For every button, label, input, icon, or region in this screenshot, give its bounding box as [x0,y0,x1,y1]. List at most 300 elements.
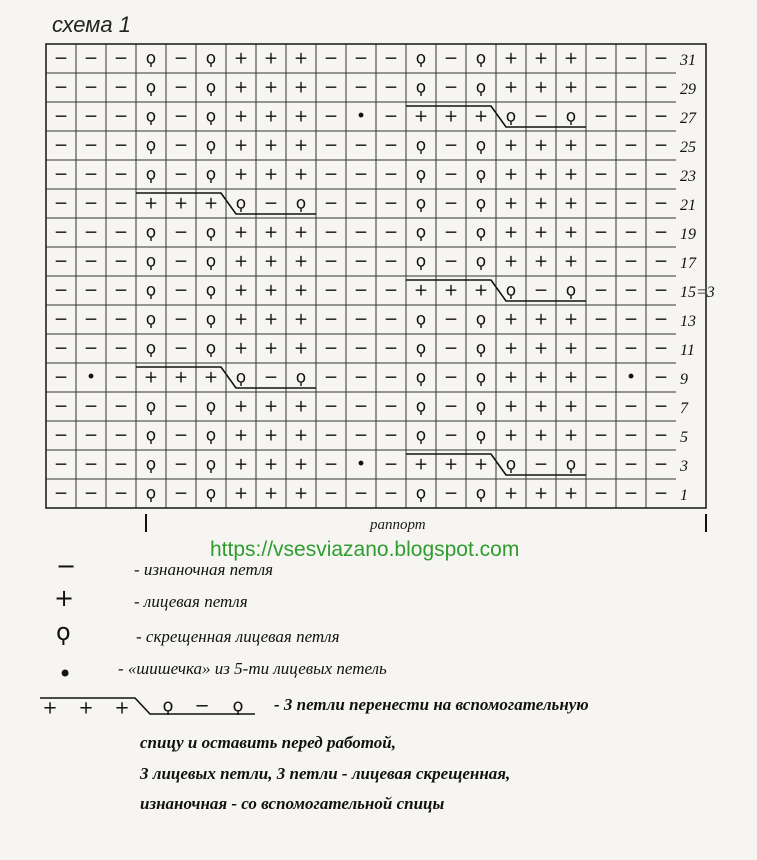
knit-symbol: + [503,338,519,359]
purl-symbol: − [173,425,189,446]
knit-symbol: + [503,77,519,98]
knit-symbol: + [443,106,459,127]
purl-symbol: − [83,222,99,243]
purl-symbol: − [113,396,129,417]
twisted-knit-symbol: ϙ [475,164,487,185]
purl-symbol: − [263,193,279,214]
twisted-knit-symbol: ϙ [475,77,487,98]
twisted-knit-symbol: ϙ [415,77,427,98]
purl-symbol: − [443,367,459,388]
row-number: 3 [680,458,688,475]
purl-symbol: − [53,135,69,156]
twisted-knit-symbol: ϙ [145,483,157,504]
twisted-knit-symbol: ϙ [145,164,157,185]
twisted-knit-symbol: ϙ [415,135,427,156]
purl-symbol: − [653,454,669,475]
knit-symbol: + [473,454,489,475]
knit-symbol: + [533,135,549,156]
knit-symbol: + [293,425,309,446]
knit-symbol: + [293,251,309,272]
purl-symbol: − [83,77,99,98]
purl-symbol: − [113,193,129,214]
knit-symbol: + [503,425,519,446]
purl-symbol: − [83,454,99,475]
twisted-knit-symbol: ϙ [145,425,157,446]
purl-symbol: − [353,222,369,243]
purl-symbol: − [53,483,69,504]
twisted-knit-symbol: ϙ [475,483,487,504]
purl-symbol: − [173,77,189,98]
purl-symbol: − [113,222,129,243]
twisted-knit-symbol: ϙ [145,454,157,475]
knit-symbol: + [293,222,309,243]
rapport-label: раппорт [370,517,426,533]
knit-symbol: + [563,222,579,243]
purl-symbol: − [173,164,189,185]
knit-symbol: + [533,193,549,214]
knit-symbol: + [233,251,249,272]
knit-symbol-icon: + [54,584,75,612]
purl-symbol: − [383,454,399,475]
purl-symbol: − [383,367,399,388]
purl-symbol: − [323,396,339,417]
purl-symbol: − [623,193,639,214]
purl-symbol: − [353,309,369,330]
knit-symbol: + [413,106,429,127]
twisted-knit-symbol: ϙ [475,222,487,243]
knit-symbol: + [563,193,579,214]
legend-cable-line-1: - 3 петли перенести на вспомогательную [274,695,589,714]
purl-symbol: − [593,193,609,214]
purl-symbol: − [353,483,369,504]
knit-symbol: + [263,222,279,243]
knit-symbol: + [413,280,429,301]
purl-symbol: − [623,309,639,330]
purl-symbol: − [383,483,399,504]
knit-symbol: + [503,483,519,504]
twisted-knit-symbol: ϙ [145,309,157,330]
purl-symbol: − [323,106,339,127]
purl-symbol: − [353,396,369,417]
purl-symbol: − [263,367,279,388]
knit-symbol: + [233,396,249,417]
purl-symbol: − [173,280,189,301]
knit-symbol: + [563,425,579,446]
row-number: 31 [680,52,696,69]
purl-symbol: − [83,106,99,127]
twisted-knit-symbol: ϙ [145,135,157,156]
knit-symbol: + [173,193,189,214]
purl-symbol: − [173,222,189,243]
knit-symbol: + [233,309,249,330]
purl-symbol: − [83,48,99,69]
knit-symbol: + [533,48,549,69]
purl-symbol: − [533,280,549,301]
knit-symbol: + [293,483,309,504]
purl-symbol: − [443,77,459,98]
purl-symbol: − [443,483,459,504]
knit-symbol: + [233,222,249,243]
purl-symbol: − [113,338,129,359]
twisted-knit-symbol: ϙ [475,251,487,272]
twisted-knit-symbol: ϙ [475,425,487,446]
knit-symbol: + [233,338,249,359]
twisted-knit-symbol: ϙ [205,396,217,417]
twisted-knit-symbol: ϙ [205,309,217,330]
purl-symbol: − [383,193,399,214]
twisted-knit-symbol: ϙ [505,106,517,127]
knit-symbol: + [533,396,549,417]
row-labels [679,52,715,504]
twisted-knit-symbol: ϙ [415,48,427,69]
knit-symbol: + [563,77,579,98]
purl-symbol: − [623,77,639,98]
purl-symbol: − [623,222,639,243]
purl-symbol: − [83,338,99,359]
purl-symbol: − [353,193,369,214]
legend-knit-text: - лицевая петля [134,592,248,611]
twisted-knit-symbol: ϙ [475,193,487,214]
knit-symbol: + [143,193,159,214]
purl-symbol: − [323,222,339,243]
purl-symbol: − [593,309,609,330]
purl-symbol: − [83,135,99,156]
purl-symbol: − [653,164,669,185]
twisted-knit-symbol: ϙ [475,367,487,388]
legend-twisted-text: - скрещенная лицевая петля [136,627,340,646]
purl-symbol: − [383,164,399,185]
purl-symbol: − [173,454,189,475]
knit-symbol: + [263,48,279,69]
purl-symbol: − [323,483,339,504]
twisted-knit-symbol: ϙ [505,280,517,301]
purl-symbol: − [113,280,129,301]
knit-symbol: + [143,367,159,388]
purl-symbol: − [173,483,189,504]
twisted-knit-symbol: ϙ [235,193,247,214]
twisted-knit-symbol: ϙ [145,48,157,69]
purl-symbol: − [53,77,69,98]
svg-text:ϙ: ϙ [232,695,244,717]
purl-symbol: − [353,280,369,301]
twisted-knit-symbol: ϙ [415,222,427,243]
knit-symbol: + [533,222,549,243]
purl-symbol: − [83,396,99,417]
purl-symbol: − [443,396,459,417]
purl-symbol: − [383,77,399,98]
purl-symbol: − [443,251,459,272]
purl-symbol: − [593,367,609,388]
purl-symbol: − [383,425,399,446]
row-number: 23 [680,168,696,185]
knit-symbol: + [293,280,309,301]
purl-symbol: − [53,164,69,185]
purl-symbol: − [353,425,369,446]
purl-symbol: − [623,454,639,475]
purl-symbol: − [653,77,669,98]
purl-symbol: − [593,483,609,504]
twisted-knit-symbol-icon: ϙ [56,618,71,646]
purl-symbol: − [353,135,369,156]
knit-symbol: + [293,106,309,127]
row-number: 17 [680,255,696,272]
purl-symbol: − [443,338,459,359]
purl-symbol: − [443,309,459,330]
legend-cable-line-4: изнаночная - со вспомогательной спицы [140,794,445,813]
purl-symbol: − [383,135,399,156]
purl-symbol: − [383,309,399,330]
knit-symbol: + [503,396,519,417]
knit-symbol: + [293,48,309,69]
bobble-symbol: • [85,367,97,388]
row-number: 9 [680,371,688,388]
knit-symbol: + [263,164,279,185]
twisted-knit-symbol: ϙ [415,483,427,504]
knit-symbol: + [173,367,189,388]
svg-text:ϙ: ϙ [162,695,174,717]
purl-symbol: − [383,48,399,69]
purl-symbol: − [113,77,129,98]
row-number: 15=3 [680,284,715,301]
twisted-knit-symbol: ϙ [505,454,517,475]
bobble-symbol: • [355,106,367,127]
purl-symbol: − [53,367,69,388]
row-number: 19 [680,226,696,243]
twisted-knit-symbol: ϙ [145,338,157,359]
purl-symbol: − [533,106,549,127]
row-number: 29 [680,81,696,98]
purl-symbol: − [83,483,99,504]
twisted-knit-symbol: ϙ [415,164,427,185]
knit-symbol: + [263,425,279,446]
knit-symbol: + [233,77,249,98]
twisted-knit-symbol: ϙ [145,222,157,243]
row-number: 1 [680,487,688,504]
knit-symbol: + [563,48,579,69]
twisted-knit-symbol: ϙ [415,309,427,330]
purl-symbol: − [593,164,609,185]
knit-symbol: + [293,338,309,359]
purl-symbol: − [653,251,669,272]
purl-symbol: − [653,48,669,69]
purl-symbol: − [83,251,99,272]
knit-symbol: + [263,454,279,475]
knit-symbol: + [533,251,549,272]
knit-symbol: + [233,425,249,446]
purl-symbol: − [113,483,129,504]
twisted-knit-symbol: ϙ [205,425,217,446]
purl-symbol: − [653,367,669,388]
purl-symbol: − [623,396,639,417]
purl-symbol: − [353,164,369,185]
purl-symbol: − [83,164,99,185]
purl-symbol: − [623,483,639,504]
purl-symbol: − [113,367,129,388]
purl-symbol: − [323,367,339,388]
twisted-knit-symbol: ϙ [475,309,487,330]
purl-symbol: − [173,396,189,417]
knit-symbol: + [563,135,579,156]
knit-symbol: + [533,338,549,359]
purl-symbol: − [323,77,339,98]
knit-symbol: + [203,367,219,388]
purl-symbol: − [443,48,459,69]
purl-symbol: − [353,48,369,69]
twisted-knit-symbol: ϙ [205,280,217,301]
knit-symbol: + [443,454,459,475]
purl-symbol: − [113,454,129,475]
purl-symbol: − [353,251,369,272]
knit-symbol: + [503,309,519,330]
knit-symbol: + [503,251,519,272]
purl-symbol: − [173,135,189,156]
knit-symbol: + [233,48,249,69]
knit-symbol: + [533,367,549,388]
knit-symbol: + [293,135,309,156]
purl-symbol-icon: − [56,552,77,580]
twisted-knit-symbol: ϙ [205,483,217,504]
purl-symbol: − [653,193,669,214]
purl-symbol: − [53,454,69,475]
legend-cable-line-2: спицу и оставить перед работой, [140,733,396,752]
purl-symbol: − [53,48,69,69]
purl-symbol: − [53,193,69,214]
twisted-knit-symbol: ϙ [415,338,427,359]
purl-symbol: − [593,135,609,156]
purl-symbol: − [653,338,669,359]
twisted-knit-symbol: ϙ [205,106,217,127]
purl-symbol: − [623,425,639,446]
purl-symbol: − [443,135,459,156]
knit-symbol: + [293,77,309,98]
purl-symbol: − [593,222,609,243]
knit-symbol: + [533,309,549,330]
knit-symbol: + [563,367,579,388]
purl-symbol: − [383,280,399,301]
purl-symbol: − [53,280,69,301]
twisted-knit-symbol: ϙ [475,338,487,359]
purl-symbol: − [173,251,189,272]
purl-symbol: − [53,251,69,272]
twisted-knit-symbol: ϙ [415,367,427,388]
svg-text:−: − [194,695,210,717]
knit-symbol: + [293,454,309,475]
purl-symbol: − [533,454,549,475]
row-number: 5 [680,429,688,446]
knit-symbol: + [263,338,279,359]
purl-symbol: − [323,193,339,214]
purl-symbol: − [353,367,369,388]
knit-symbol: + [293,164,309,185]
purl-symbol: − [653,483,669,504]
purl-symbol: − [443,425,459,446]
twisted-knit-symbol: ϙ [235,367,247,388]
purl-symbol: − [53,222,69,243]
row-number: 27 [680,110,696,127]
knit-symbol: + [563,251,579,272]
knit-symbol: + [263,106,279,127]
purl-symbol: − [323,48,339,69]
purl-symbol: − [593,106,609,127]
twisted-knit-symbol: ϙ [565,454,577,475]
row-number: 7 [680,400,688,417]
knit-symbol: + [263,280,279,301]
twisted-knit-symbol: ϙ [205,135,217,156]
twisted-knit-symbol: ϙ [205,454,217,475]
svg-text:+: + [78,697,94,719]
knit-symbol: + [293,396,309,417]
knit-symbol: + [563,338,579,359]
purl-symbol: − [323,338,339,359]
purl-symbol: − [113,135,129,156]
knit-symbol: + [233,280,249,301]
purl-symbol: − [83,280,99,301]
purl-symbol: − [323,251,339,272]
purl-symbol: − [113,309,129,330]
purl-symbol: − [83,193,99,214]
purl-symbol: − [623,280,639,301]
twisted-knit-symbol: ϙ [205,338,217,359]
knit-symbol: + [233,164,249,185]
bobble-symbol-icon: • [58,660,73,688]
knit-symbol: + [233,483,249,504]
twisted-knit-symbol: ϙ [145,396,157,417]
knit-symbol: + [263,77,279,98]
twisted-knit-symbol: ϙ [415,425,427,446]
purl-symbol: − [323,280,339,301]
purl-symbol: − [593,454,609,475]
purl-symbol: − [593,425,609,446]
twisted-knit-symbol: ϙ [415,193,427,214]
svg-text:+: + [114,697,130,719]
twisted-knit-symbol: ϙ [565,106,577,127]
twisted-knit-symbol: ϙ [295,193,307,214]
knit-symbol: + [533,425,549,446]
purl-symbol: − [323,135,339,156]
legend-cable-line-3: 3 лицевых петли, 3 петли - лицевая скрещенная, [140,764,511,783]
purl-symbol: − [593,251,609,272]
purl-symbol: − [653,309,669,330]
purl-symbol: − [83,425,99,446]
purl-symbol: − [53,425,69,446]
purl-symbol: − [323,164,339,185]
purl-symbol: − [173,309,189,330]
knit-symbol: + [263,251,279,272]
knit-symbol: + [503,135,519,156]
knit-symbol: + [563,164,579,185]
knit-symbol: + [563,309,579,330]
purl-symbol: − [623,106,639,127]
purl-symbol: − [383,106,399,127]
purl-symbol: − [443,193,459,214]
purl-symbol: − [623,251,639,272]
knit-symbol: + [503,48,519,69]
purl-symbol: − [593,48,609,69]
purl-symbol: − [593,280,609,301]
purl-symbol: − [83,309,99,330]
purl-symbol: − [653,106,669,127]
purl-symbol: − [593,338,609,359]
twisted-knit-symbol: ϙ [475,396,487,417]
svg-text:+: + [42,697,58,719]
row-number: 21 [680,197,696,214]
purl-symbol: − [593,396,609,417]
twisted-knit-symbol: ϙ [295,367,307,388]
purl-symbol: − [653,280,669,301]
twisted-knit-symbol: ϙ [475,135,487,156]
purl-symbol: − [383,222,399,243]
purl-symbol: − [323,309,339,330]
